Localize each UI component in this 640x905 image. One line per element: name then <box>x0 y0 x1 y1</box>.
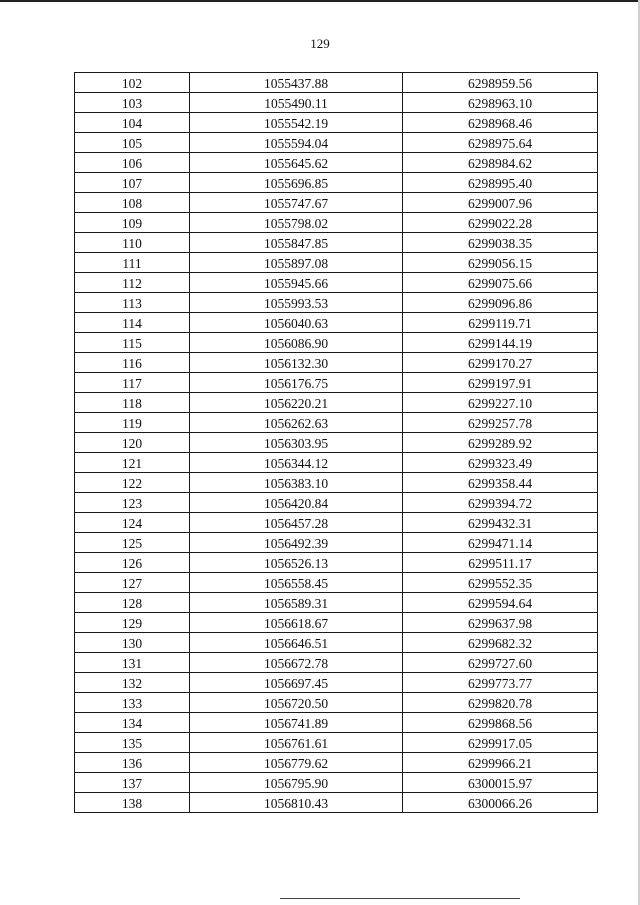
x-coordinate-cell: 1056303.95 <box>190 433 403 453</box>
x-coordinate-cell: 1056589.31 <box>190 593 403 613</box>
y-coordinate-cell: 6299682.32 <box>403 633 598 653</box>
point-number-cell: 118 <box>75 393 190 413</box>
point-number-cell: 135 <box>75 733 190 753</box>
point-number-cell: 107 <box>75 173 190 193</box>
x-coordinate-cell: 1056040.63 <box>190 313 403 333</box>
point-number-cell: 128 <box>75 593 190 613</box>
y-coordinate-cell: 6299358.44 <box>403 473 598 493</box>
x-coordinate-cell: 1056618.67 <box>190 613 403 633</box>
x-coordinate-cell: 1056220.21 <box>190 393 403 413</box>
x-coordinate-cell: 1056262.63 <box>190 413 403 433</box>
top-border-line <box>0 0 640 2</box>
point-number-cell: 114 <box>75 313 190 333</box>
x-coordinate-cell: 1056761.61 <box>190 733 403 753</box>
x-coordinate-cell: 1056176.75 <box>190 373 403 393</box>
y-coordinate-cell: 6299432.31 <box>403 513 598 533</box>
y-coordinate-cell: 6299119.71 <box>403 313 598 333</box>
x-coordinate-cell: 1056526.13 <box>190 553 403 573</box>
table-row <box>75 273 598 293</box>
x-coordinate-cell: 1055594.04 <box>190 133 403 153</box>
point-number-cell: 121 <box>75 453 190 473</box>
point-number-cell: 109 <box>75 213 190 233</box>
x-coordinate-cell: 1055437.88 <box>190 73 403 93</box>
x-coordinate-cell: 1056132.30 <box>190 353 403 373</box>
point-number-cell: 138 <box>75 793 190 813</box>
table-row <box>75 313 598 333</box>
table-row <box>75 433 598 453</box>
y-coordinate-cell: 6299197.91 <box>403 373 598 393</box>
table-row <box>75 773 598 793</box>
table-row <box>75 73 598 93</box>
x-coordinate-cell: 1056720.50 <box>190 693 403 713</box>
x-coordinate-cell: 1055490.11 <box>190 93 403 113</box>
table-row <box>75 293 598 313</box>
table-row <box>75 133 598 153</box>
table-row <box>75 733 598 753</box>
x-coordinate-cell: 1056810.43 <box>190 793 403 813</box>
y-coordinate-cell: 6299966.21 <box>403 753 598 773</box>
point-number-cell: 123 <box>75 493 190 513</box>
point-number-cell: 127 <box>75 573 190 593</box>
point-number-cell: 116 <box>75 353 190 373</box>
table-row <box>75 253 598 273</box>
point-number-cell: 103 <box>75 93 190 113</box>
table-row <box>75 233 598 253</box>
table-row <box>75 493 598 513</box>
y-coordinate-cell: 6299257.78 <box>403 413 598 433</box>
y-coordinate-cell: 6299394.72 <box>403 493 598 513</box>
point-number-cell: 115 <box>75 333 190 353</box>
table-row <box>75 533 598 553</box>
x-coordinate-cell: 1055798.02 <box>190 213 403 233</box>
y-coordinate-cell: 6299511.17 <box>403 553 598 573</box>
point-number-cell: 132 <box>75 673 190 693</box>
bottom-line <box>280 898 520 899</box>
x-coordinate-cell: 1056383.10 <box>190 473 403 493</box>
x-coordinate-cell: 1056558.45 <box>190 573 403 593</box>
y-coordinate-cell: 6299056.15 <box>403 253 598 273</box>
point-number-cell: 108 <box>75 193 190 213</box>
table-row <box>75 653 598 673</box>
table-row <box>75 633 598 653</box>
x-coordinate-cell: 1056344.12 <box>190 453 403 473</box>
y-coordinate-cell: 6299170.27 <box>403 353 598 373</box>
x-coordinate-cell: 1056492.39 <box>190 533 403 553</box>
point-number-cell: 120 <box>75 433 190 453</box>
point-number-cell: 104 <box>75 113 190 133</box>
coordinates-table-body <box>75 73 598 813</box>
x-coordinate-cell: 1055747.67 <box>190 193 403 213</box>
table-row <box>75 153 598 173</box>
x-coordinate-cell: 1056672.78 <box>190 653 403 673</box>
point-number-cell: 106 <box>75 153 190 173</box>
table-row <box>75 333 598 353</box>
point-number-cell: 134 <box>75 713 190 733</box>
x-coordinate-cell: 1056741.89 <box>190 713 403 733</box>
point-number-cell: 113 <box>75 293 190 313</box>
y-coordinate-cell: 6300015.97 <box>403 773 598 793</box>
y-coordinate-cell: 6299022.28 <box>403 213 598 233</box>
x-coordinate-cell: 1055897.08 <box>190 253 403 273</box>
y-coordinate-cell: 6299637.98 <box>403 613 598 633</box>
point-number-cell: 119 <box>75 413 190 433</box>
table-row <box>75 673 598 693</box>
table-row <box>75 393 598 413</box>
x-coordinate-cell: 1055696.85 <box>190 173 403 193</box>
table-row <box>75 173 598 193</box>
table-row <box>75 453 598 473</box>
y-coordinate-cell: 6299471.14 <box>403 533 598 553</box>
x-coordinate-cell: 1056420.84 <box>190 493 403 513</box>
table-row <box>75 753 598 773</box>
table-row <box>75 193 598 213</box>
x-coordinate-cell: 1056457.28 <box>190 513 403 533</box>
y-coordinate-cell: 6299552.35 <box>403 573 598 593</box>
table-row <box>75 373 598 393</box>
table-row <box>75 613 598 633</box>
table-row <box>75 353 598 373</box>
table-row <box>75 553 598 573</box>
table-row <box>75 93 598 113</box>
table-row <box>75 473 598 493</box>
y-coordinate-cell: 6299594.64 <box>403 593 598 613</box>
y-coordinate-cell: 6298984.62 <box>403 153 598 173</box>
table-row <box>75 593 598 613</box>
table-row <box>75 213 598 233</box>
y-coordinate-cell: 6298968.46 <box>403 113 598 133</box>
point-number-cell: 131 <box>75 653 190 673</box>
y-coordinate-cell: 6298963.10 <box>403 93 598 113</box>
point-number-cell: 105 <box>75 133 190 153</box>
x-coordinate-cell: 1055945.66 <box>190 273 403 293</box>
point-number-cell: 112 <box>75 273 190 293</box>
point-number-cell: 110 <box>75 233 190 253</box>
point-number-cell: 133 <box>75 693 190 713</box>
y-coordinate-cell: 6298995.40 <box>403 173 598 193</box>
x-coordinate-cell: 1056646.51 <box>190 633 403 653</box>
y-coordinate-cell: 6299323.49 <box>403 453 598 473</box>
coordinates-table <box>74 72 598 813</box>
point-number-cell: 125 <box>75 533 190 553</box>
y-coordinate-cell: 6299868.56 <box>403 713 598 733</box>
y-coordinate-cell: 6299038.35 <box>403 233 598 253</box>
x-coordinate-cell: 1056697.45 <box>190 673 403 693</box>
y-coordinate-cell: 6300066.26 <box>403 793 598 813</box>
table-row <box>75 113 598 133</box>
table-row <box>75 413 598 433</box>
y-coordinate-cell: 6298959.56 <box>403 73 598 93</box>
table-row <box>75 693 598 713</box>
point-number-cell: 129 <box>75 613 190 633</box>
point-number-cell: 130 <box>75 633 190 653</box>
point-number-cell: 102 <box>75 73 190 93</box>
y-coordinate-cell: 6299007.96 <box>403 193 598 213</box>
x-coordinate-cell: 1055847.85 <box>190 233 403 253</box>
y-coordinate-cell: 6299773.77 <box>403 673 598 693</box>
y-coordinate-cell: 6299820.78 <box>403 693 598 713</box>
x-coordinate-cell: 1056086.90 <box>190 333 403 353</box>
table-row <box>75 513 598 533</box>
y-coordinate-cell: 6299917.05 <box>403 733 598 753</box>
table-row <box>75 793 598 813</box>
y-coordinate-cell: 6298975.64 <box>403 133 598 153</box>
point-number-cell: 122 <box>75 473 190 493</box>
point-number-cell: 136 <box>75 753 190 773</box>
x-coordinate-cell: 1056779.62 <box>190 753 403 773</box>
x-coordinate-cell: 1055542.19 <box>190 113 403 133</box>
point-number-cell: 111 <box>75 253 190 273</box>
x-coordinate-cell: 1055993.53 <box>190 293 403 313</box>
y-coordinate-cell: 6299227.10 <box>403 393 598 413</box>
point-number-cell: 124 <box>75 513 190 533</box>
table-row <box>75 573 598 593</box>
y-coordinate-cell: 6299727.60 <box>403 653 598 673</box>
y-coordinate-cell: 6299075.66 <box>403 273 598 293</box>
x-coordinate-cell: 1056795.90 <box>190 773 403 793</box>
y-coordinate-cell: 6299096.86 <box>403 293 598 313</box>
point-number-cell: 126 <box>75 553 190 573</box>
table-row <box>75 713 598 733</box>
y-coordinate-cell: 6299289.92 <box>403 433 598 453</box>
x-coordinate-cell: 1055645.62 <box>190 153 403 173</box>
point-number-cell: 117 <box>75 373 190 393</box>
point-number-cell: 137 <box>75 773 190 793</box>
page-number: 129 <box>310 36 330 51</box>
y-coordinate-cell: 6299144.19 <box>403 333 598 353</box>
